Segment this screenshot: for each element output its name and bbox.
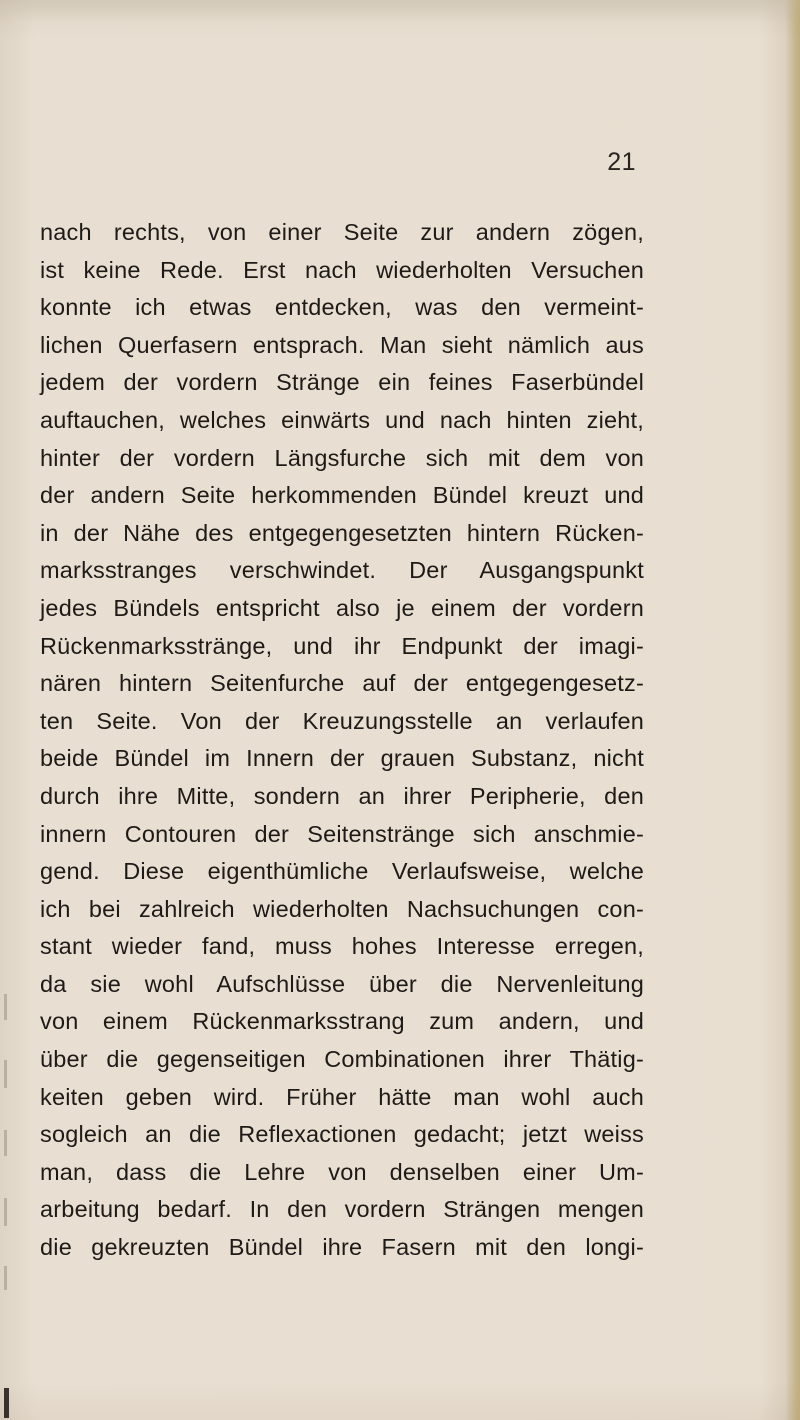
text-line: auftauchen, welches einwärts und nach hinten zieht, [40, 406, 644, 433]
text-line: gend. Diese eigenthümliche Verlaufsweise, welche [40, 858, 644, 885]
text-line: stant wieder fand, muss hohes Interesse erregen, [40, 933, 644, 960]
text-line: marksstranges verschwindet. Der Ausgangspunkt [40, 557, 644, 584]
text-line: man, dass die Lehre von denselben einer Um- [40, 1158, 644, 1185]
body-text [40, 214, 644, 1267]
binding-marks [4, 990, 10, 1420]
binding-mark [4, 1198, 7, 1226]
binding-mark [4, 1060, 7, 1088]
text-line: ist keine Rede. Erst nach wiederholten Versuchen [40, 256, 644, 283]
text-line: in der Nähe des entgegengesetzten hintern Rücken- [40, 519, 644, 546]
binding-mark [4, 1266, 7, 1290]
binding-mark [4, 994, 7, 1020]
page-top-shadow [0, 0, 800, 22]
text-line: durch ihre Mitte, sondern an ihrer Peripherie, den [40, 782, 644, 809]
text-line: lichen Querfasern entsprach. Man sieht nämlich aus [40, 331, 644, 358]
text-line: innern Contouren der Seitenstränge sich anschmie- [40, 820, 644, 847]
text-line: jedem der vordern Stränge ein feines Faserbündel [40, 369, 644, 396]
text-line: über die gegenseitigen Combinationen ihrer Thätig- [40, 1046, 644, 1073]
page-right-edge [786, 0, 800, 1420]
text-line: ten Seite. Von der Kreuzungsstelle an verlaufen [40, 707, 644, 734]
binding-mark [4, 1130, 7, 1156]
text-line: arbeitung bedarf. In den vordern Strängen mengen [40, 1196, 644, 1223]
text-line: die gekreuzten Bündel ihre Fasern mit den longi- [40, 1234, 644, 1261]
text-line: nären hintern Seitenfurche auf der entgegengesetz- [40, 670, 644, 697]
text-line: von einem Rückenmarksstrang zum andern, und [40, 1008, 644, 1035]
text-line: ich bei zahlreich wiederholten Nachsuchungen con- [40, 895, 644, 922]
text-line: nach rechts, von einer Seite zur andern zögen, [40, 219, 644, 245]
text-line: sogleich an die Reflexactionen gedacht; jetzt weiss [40, 1121, 644, 1148]
page-number: 21 [607, 148, 636, 176]
binding-corner-mark [4, 1388, 9, 1418]
text-line: jedes Bündels entspricht also je einem der vordern [40, 594, 644, 621]
text-line: Rückenmarksstränge, und ihr Endpunkt der imagi- [40, 632, 644, 659]
text-line: beide Bündel im Innern der grauen Substanz, nicht [40, 745, 644, 772]
text-line: keiten geben wird. Früher hätte man wohl auch [40, 1083, 644, 1110]
text-line: der andern Seite herkommenden Bündel kreuzt und [40, 482, 644, 509]
text-line: da sie wohl Aufschlüsse über die Nervenleitung [40, 970, 644, 997]
text-line: hinter der vordern Längsfurche sich mit dem von [40, 444, 644, 471]
text-line: konnte ich etwas entdecken, was den vermeint- [40, 294, 644, 321]
